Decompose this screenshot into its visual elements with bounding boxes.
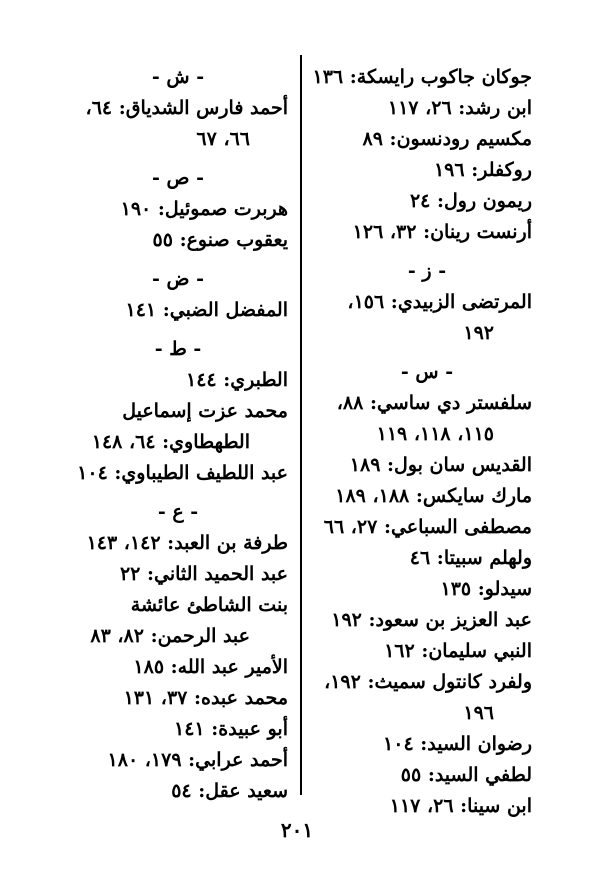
index-entry: الأمير عبد الله: ١٨٥ [133,656,288,678]
section-gap [302,349,532,357]
index-entry: هربرت صموئيل: ١٩٠ [120,198,288,220]
letter-heading: - ش - [151,66,205,88]
index-entry-continuation: ١٩٢ [463,322,494,344]
index-entry: لطفي السيد: ٥٥ [400,764,532,786]
index-entry: ولهلم سبيتا: ٤٦ [409,547,532,569]
page-number: ٢٠١ [280,818,314,842]
index-entry: محمد عبده: ٣٧، ١٣١ [123,687,288,709]
index-entry: ابن سينا: ٢٦، ١١٧ [389,795,532,817]
index-entry: سلفستر دي ساسي: ٨٨، [336,392,532,414]
index-entry-continuation: ٦٦، ٦٧ [196,128,250,150]
index-entry: محمد عزت إسماعيل [122,400,288,422]
index-entry-continuation: عبد الرحمن: ٨٢، ٨٣ [90,625,250,647]
index-column-right [302,62,532,822]
column-divider [300,55,302,795]
index-entry: يعقوب صنوع: ٥٥ [152,229,288,251]
index-entry: طرفة بن العبد: ١٤٢، ١٤٣ [86,532,288,554]
index-entry-continuation: ١٩٦ [463,702,494,724]
letter-heading: - س - [400,361,454,383]
index-entry: رضوان السيد: ١٠٤ [383,733,532,755]
index-entry: القديس سان بول: ١٨٩ [349,454,532,476]
index-entry: الطبري: ١٤٤ [186,369,288,391]
section-gap [302,248,532,256]
index-entry: سيدلو: ١٣٥ [440,578,532,600]
index-entry: مارك سايكس: ١٨٨، ١٨٩ [335,485,532,507]
index-entry: ولفرد كانتول سميث: ١٩٢، [324,671,532,693]
index-entry-continuation: ١١٥، ١١٨، ١١٩ [376,423,494,445]
letter-heading: - ض - [152,268,204,290]
index-entry: أحمد فارس الشدياق: ٦٤، [85,97,288,119]
index-entry-continuation: الطهطاوي: ٦٤، ١٤٨ [91,431,250,453]
section-gap [48,489,288,497]
section-gap [48,256,288,264]
index-entry: عبد اللطيف الطيباوي: ١٠٤ [77,462,288,484]
index-entry: أحمد عرابي: ١٧٩، ١٨٠ [107,749,288,771]
letter-heading: - ط - [154,338,202,360]
index-entry: أرنست رينان: ٣٢، ١٢٦ [352,221,532,243]
index-entry: أبو عبيدة: ١٤١ [174,718,288,740]
index-entry: سعيد عقل: ٥٤ [171,780,288,802]
index-entry: بنت الشاطئ عائشة [130,594,288,616]
section-gap [48,326,288,334]
index-entry: المرتضى الزبيدي: ١٥٦، [347,291,532,313]
letter-heading: - ز - [407,260,447,282]
index-entry: روكفلر: ١٩٦ [433,159,532,181]
index-entry: مكسيم رودنسون: ٨٩ [362,128,532,150]
letter-heading: - ع - [157,501,199,523]
index-entry: النبي سليمان: ١٦٢ [384,640,532,662]
section-gap [48,155,288,163]
index-entry: عبد العزيز بن سعود: ١٩٢ [331,609,532,631]
index-entry: عبد الحميد الثاني: ٢٢ [119,563,288,585]
index-entry: مصطفى السباعي: ٢٧، ٦٦ [323,516,532,538]
index-entry: المفضل الضبي: ١٤١ [125,299,288,321]
index-column-left [48,62,288,807]
index-entry: ريمون رول: ٢٤ [409,190,532,212]
letter-heading: - ص - [152,167,204,189]
index-entry: جوكان جاكوب رايسكة: ١٣٦ [312,66,532,88]
index-entry: ابن رشد: ٢٦، ١١٧ [387,97,532,119]
